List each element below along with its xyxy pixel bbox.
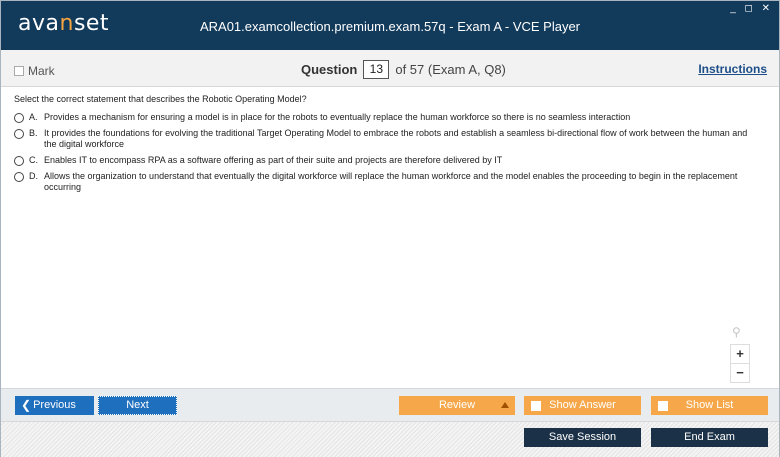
radio-icon[interactable] (14, 129, 24, 139)
question-label: Question (301, 62, 358, 77)
answer-options (14, 112, 754, 198)
mark-label: Mark (28, 64, 55, 78)
logo-text-2: set (73, 11, 110, 36)
previous-label: Previous (33, 399, 76, 411)
option-c[interactable] (14, 155, 754, 166)
option-letter: D. (29, 171, 38, 181)
option-text: Provides a mechanism for ensuring a model is in place for the robots to eventually replace the human workforce so there is no seamless interaction (44, 112, 631, 122)
instructions-link[interactable]: Instructions (698, 62, 767, 76)
checkbox-icon[interactable] (14, 66, 24, 76)
footer-bar (1, 421, 779, 457)
question-number-input[interactable]: 13 (363, 60, 389, 79)
show-answer-label: Show Answer (549, 399, 616, 411)
show-list-label: Show List (685, 399, 734, 411)
radio-icon[interactable] (14, 113, 24, 123)
logo-text-accent: n (59, 11, 74, 36)
next-button[interactable]: Next (98, 396, 177, 415)
checkbox-icon[interactable] (658, 401, 668, 411)
option-letter: C. (29, 155, 38, 165)
option-b[interactable] (14, 128, 754, 150)
title-bar (1, 1, 779, 50)
question-navigator (301, 60, 506, 79)
magnifier-icon: ⚲ (732, 325, 741, 339)
logo-text-1: ava (18, 11, 60, 36)
review-button[interactable] (399, 396, 515, 415)
triangle-up-icon (501, 402, 509, 408)
show-list-button[interactable] (651, 396, 768, 415)
option-letter: A. (29, 112, 38, 122)
radio-icon[interactable] (14, 172, 24, 182)
question-prompt: Select the correct statement that describes the Robotic Operating Model? (14, 94, 307, 104)
option-d[interactable] (14, 171, 754, 193)
option-a[interactable] (14, 112, 754, 123)
end-exam-button[interactable]: End Exam (651, 428, 768, 447)
show-answer-button[interactable] (524, 396, 641, 415)
window-title: ARA01.examcollection.premium.exam.57q - Exam A - VCE Player (199, 19, 581, 34)
option-text: Enables IT to encompass RPA as a software offering as part of their suite and projects are therefore delivered by IT (44, 155, 503, 165)
navigation-bar (1, 388, 779, 421)
mark-checkbox[interactable] (14, 64, 55, 78)
save-session-button[interactable]: Save Session (524, 428, 641, 447)
radio-icon[interactable] (14, 156, 24, 166)
zoom-in-button[interactable]: + (730, 344, 750, 364)
option-text: It provides the foundations for evolving the traditional Target Operating Model to embrace the robots and establish a seamless bi-directional flow of work between the human and the digital workforce (44, 128, 748, 149)
chevron-left-icon: ❮ (21, 398, 32, 412)
previous-button[interactable] (15, 396, 94, 415)
zoom-out-button[interactable]: − (730, 363, 750, 383)
question-bar (1, 50, 779, 87)
question-count: of 57 (Exam A, Q8) (395, 62, 506, 77)
question-content (1, 87, 779, 387)
checkbox-icon[interactable] (531, 401, 541, 411)
option-letter: B. (29, 128, 38, 138)
review-label: Review (438, 399, 476, 411)
window-controls[interactable]: _ ◻ ✕ (730, 3, 773, 14)
option-text: Allows the organization to understand that eventually the digital workforce will replace the human workforce and the model enables the proceeding to begin in the replacement occurring (44, 171, 738, 192)
